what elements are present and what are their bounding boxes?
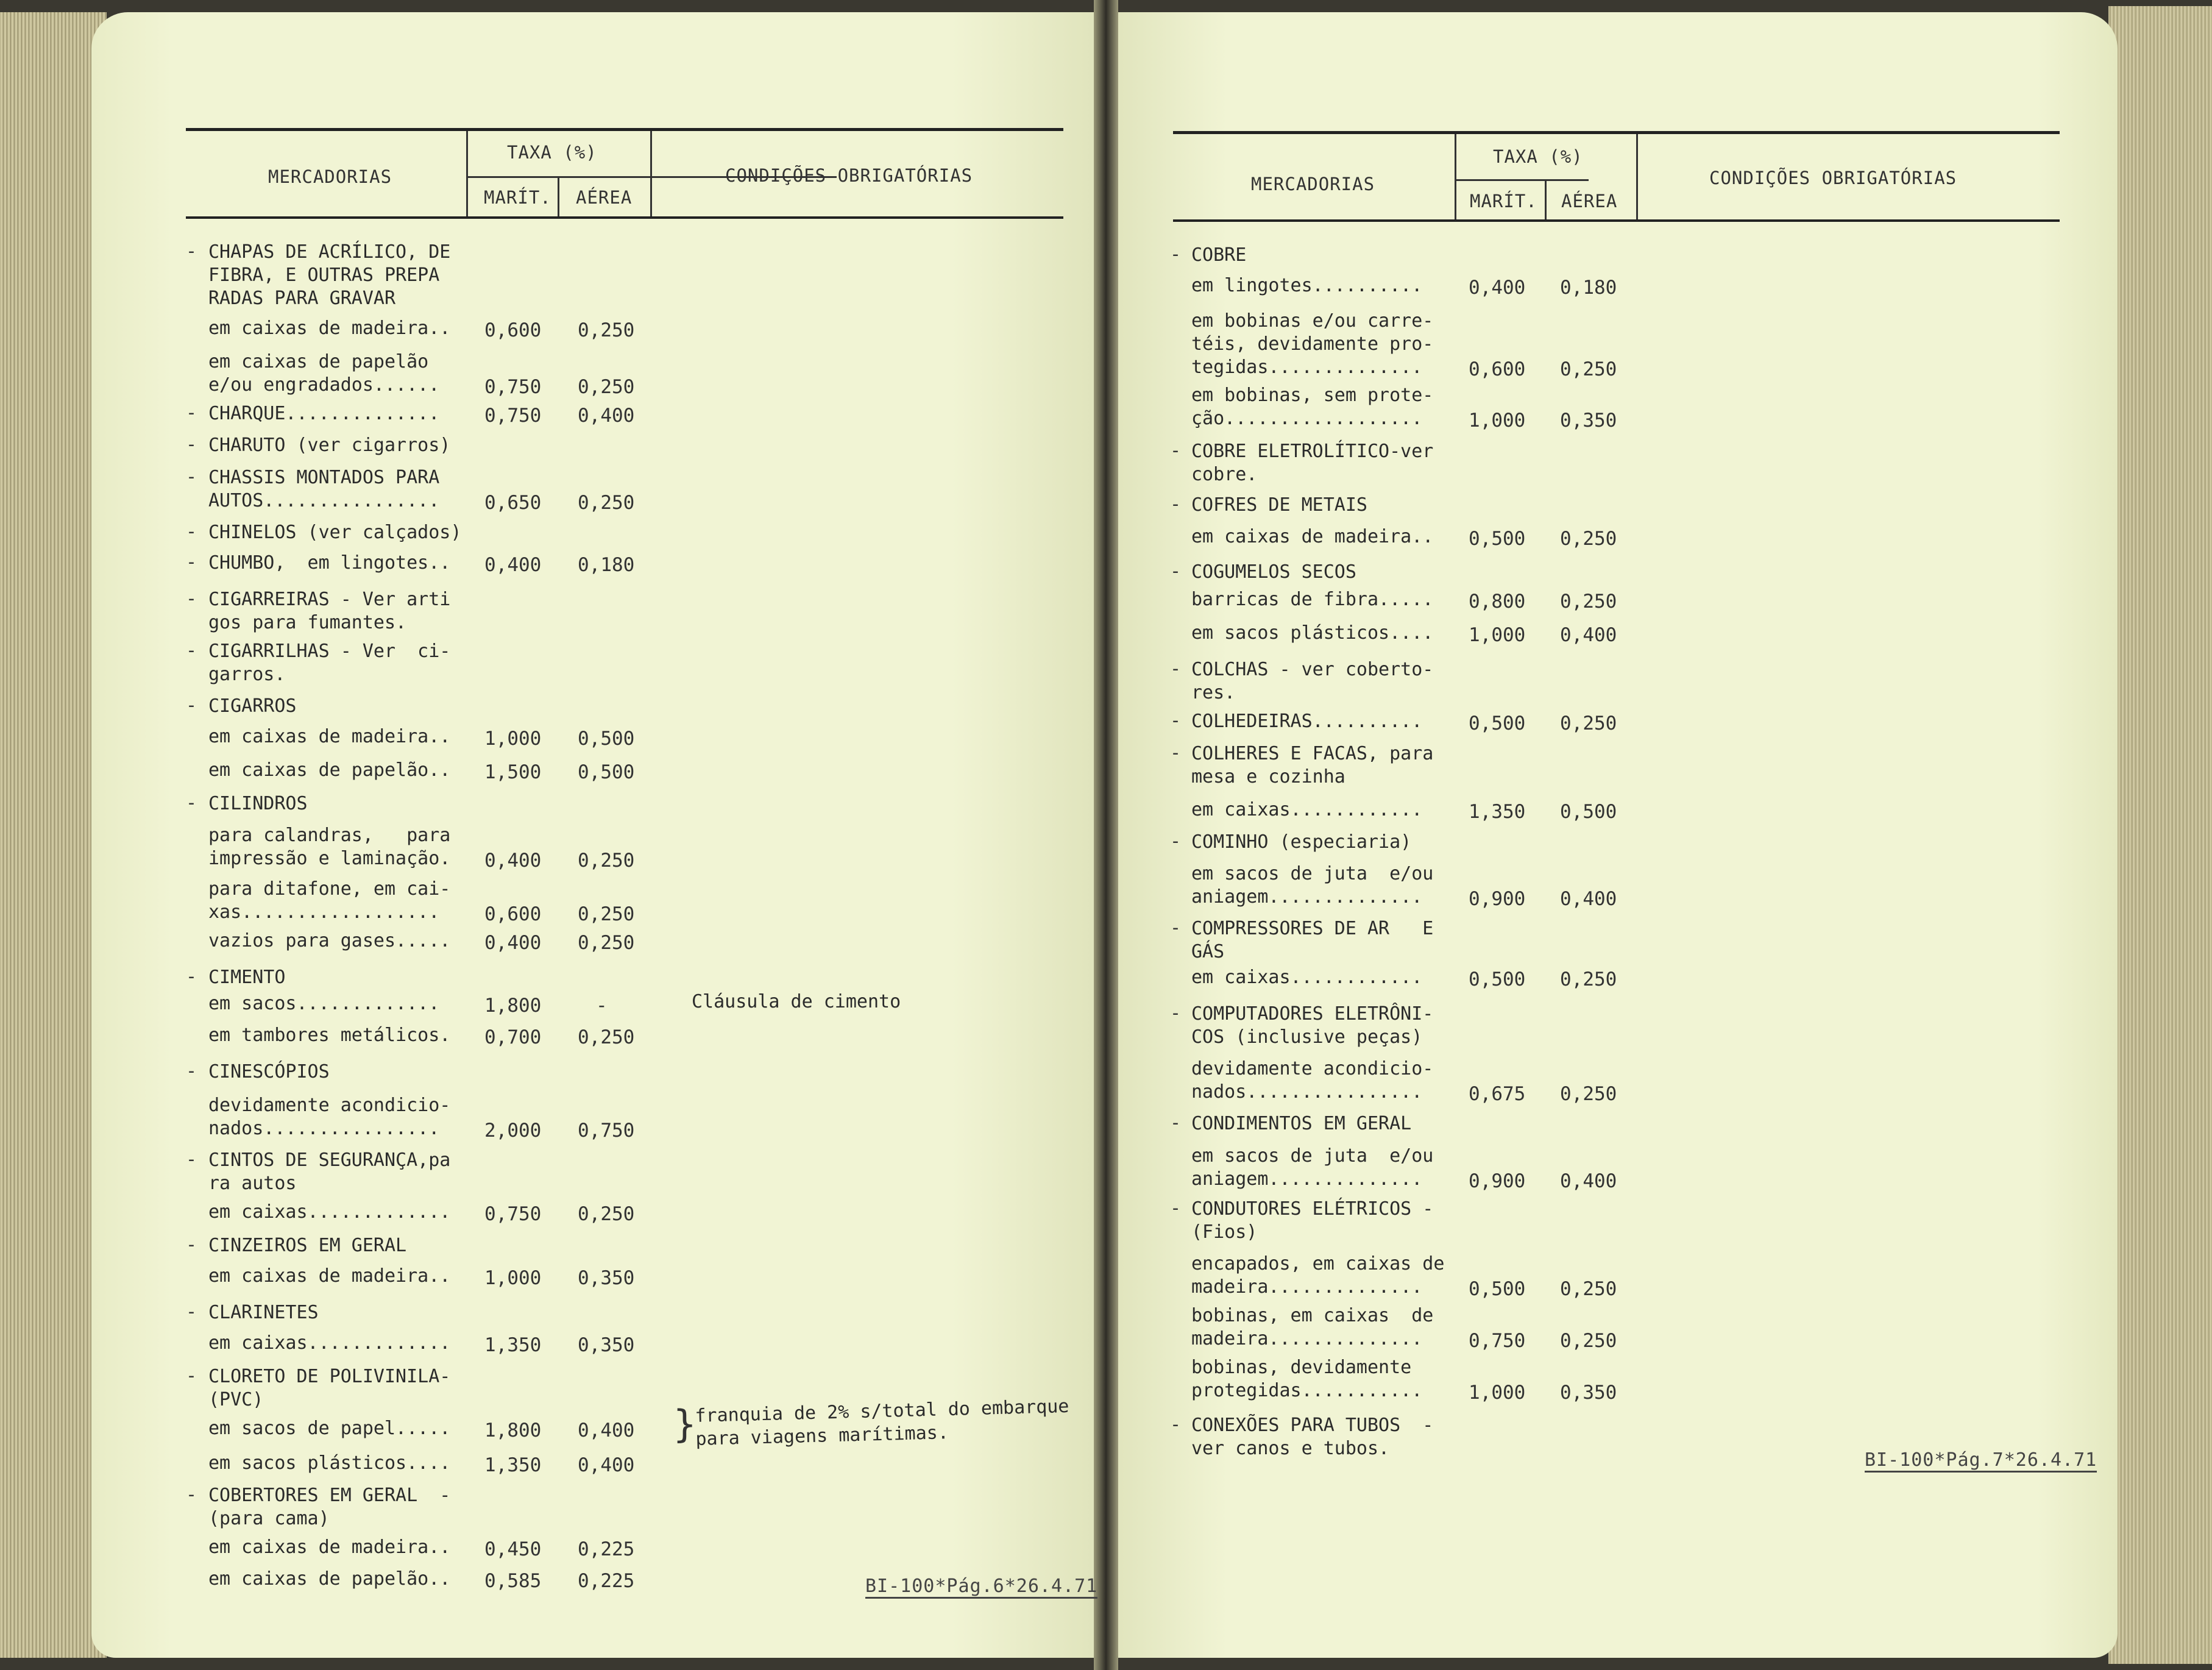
right-merchandise-15: em sacos de juta e/ou aniagem.............. — [1191, 863, 1434, 908]
right-rate-maritime-3: 1,000 — [1469, 410, 1526, 432]
left-rate-air-32: 0,225 — [578, 1538, 635, 1560]
left-rate-air-29: 0,400 — [578, 1420, 635, 1441]
right-merchandise-8: barricas de fibra..... — [1191, 589, 1434, 610]
left-rate-maritime-18: 1,800 — [484, 995, 542, 1017]
header-taxa: TAXA (%) — [507, 142, 597, 163]
right-merchandise-11: COLHEDEIRAS.......... — [1191, 711, 1423, 732]
left-rate-air-30: 0,400 — [578, 1454, 635, 1476]
left-merchandise-8: CIGARREIRAS - Ver arti gos para fumantes. — [208, 589, 451, 633]
list-bullet: - — [186, 1149, 197, 1170]
header-condicoes: CONDIÇÕES OBRIGATÓRIAS — [725, 165, 973, 186]
left-merchandise-30: em sacos plásticos.... — [208, 1452, 451, 1474]
clausula-cimento-note: Cláusula de cimento — [692, 991, 901, 1012]
left-rate-maritime-15: 0,600 — [484, 903, 542, 925]
left-rate-maritime-12: 1,500 — [484, 761, 542, 783]
right-merchandise-20: CONDIMENTOS EM GERAL — [1191, 1113, 1412, 1134]
list-bullet: - — [186, 695, 197, 716]
right-rate-air-19: 0,250 — [1560, 1083, 1617, 1105]
left-rate-air-18: - — [596, 995, 608, 1017]
left-rate-maritime-1: 0,600 — [484, 319, 542, 341]
right-rate-air-9: 0,400 — [1560, 624, 1617, 646]
list-bullet: - — [1170, 1414, 1182, 1435]
right-rate-maritime-15: 0,900 — [1469, 888, 1526, 910]
right-merchandise-0: COBRE — [1191, 244, 1247, 266]
list-bullet: - — [186, 552, 197, 573]
left-rate-maritime-3: 0,750 — [484, 405, 542, 427]
right-merchandise-2: em bobinas e/ou carre- téis, devidamente pro- tegidas.............. — [1191, 310, 1434, 378]
left-merchandise-9: CIGARRILHAS - Ver ci- garros. — [208, 641, 451, 685]
left-rate-air-25: 0,350 — [578, 1267, 635, 1289]
right-merchandise-3: em bobinas, sem prote- ção.................. — [1191, 385, 1434, 429]
left-rate-air-16: 0,250 — [578, 932, 635, 954]
right-rate-air-6: 0,250 — [1560, 528, 1617, 550]
left-merchandise-22: CINTOS DE SEGURANÇA,pa ra autos — [208, 1149, 451, 1194]
left-rate-air-7: 0,180 — [578, 554, 635, 576]
left-merchandise-1: em caixas de madeira.. — [208, 318, 451, 339]
right-rate-air-2: 0,250 — [1560, 358, 1617, 380]
list-bullet: - — [1170, 440, 1182, 461]
list-bullet: - — [186, 640, 197, 661]
left-merchandise-10: CIGARROS — [208, 695, 297, 717]
right-rate-air-11: 0,250 — [1560, 712, 1617, 734]
right-rate-air-1: 0,180 — [1560, 277, 1617, 299]
left-merchandise-13: CILINDROS — [208, 793, 308, 814]
page-edges-right — [2108, 6, 2212, 1664]
right-rate-maritime-9: 1,000 — [1469, 624, 1526, 646]
right-merchandise-1: em lingotes.......... — [1191, 275, 1423, 296]
right-rate-air-23: 0,250 — [1560, 1278, 1617, 1300]
left-rate-maritime-21: 2,000 — [484, 1120, 542, 1142]
right-rate-maritime-1: 0,400 — [1469, 277, 1526, 299]
left-rate-maritime-19: 0,700 — [484, 1026, 542, 1048]
left-rate-air-33: 0,225 — [578, 1570, 635, 1592]
left-merchandise-27: em caixas............. — [208, 1332, 451, 1354]
right-rate-maritime-25: 1,000 — [1469, 1382, 1526, 1404]
page-edges-left — [0, 12, 107, 1658]
left-merchandise-18: em sacos............. — [208, 993, 440, 1014]
list-bullet: - — [186, 966, 197, 987]
left-rate-air-12: 0,500 — [578, 761, 635, 783]
list-bullet: - — [186, 1484, 197, 1505]
left-rate-air-15: 0,250 — [578, 903, 635, 925]
left-rate-maritime-27: 1,350 — [484, 1334, 542, 1356]
left-merchandise-7: CHUMBO, em lingotes.. — [208, 552, 451, 574]
left-merchandise-26: CLARINETES — [208, 1302, 319, 1323]
right-rate-air-13: 0,500 — [1560, 801, 1617, 823]
list-bullet: - — [186, 792, 197, 814]
right-merchandise-21: em sacos de juta e/ou aniagem.............. — [1191, 1145, 1434, 1190]
left-rate-maritime-29: 1,800 — [484, 1420, 542, 1441]
left-merchandise-0: CHAPAS DE ACRÍLICO, DE FIBRA, E OUTRAS PREPA RADAS PARA GRAVAR — [208, 241, 451, 309]
right-rate-maritime-13: 1,350 — [1469, 801, 1526, 823]
left-rate-air-2: 0,250 — [578, 376, 635, 398]
left-rate-maritime-5: 0,650 — [484, 492, 542, 514]
right-merchandise-25: bobinas, devidamente protegidas........... — [1191, 1357, 1423, 1401]
right-rate-maritime-6: 0,500 — [1469, 528, 1526, 550]
right-rate-maritime-19: 0,675 — [1469, 1083, 1526, 1105]
left-merchandise-4: CHARUTO (ver cigarros) — [208, 435, 451, 456]
right-merchandise-19: devidamente acondicio- nados................ — [1191, 1058, 1434, 1103]
left-merchandise-19: em tambores metálicos. — [208, 1025, 451, 1046]
right-merchandise-23: encapados, em caixas de madeira.............. — [1191, 1253, 1445, 1298]
right-rate-maritime-11: 0,500 — [1469, 712, 1526, 734]
right-table-header — [1173, 131, 2060, 222]
left-table-header — [186, 128, 1063, 219]
left-rate-maritime-7: 0,400 — [484, 554, 542, 576]
left-merchandise-24: CINZEIROS EM GERAL — [208, 1235, 407, 1256]
brace-symbol: } — [673, 1402, 697, 1446]
left-rate-air-5: 0,250 — [578, 492, 635, 514]
left-merchandise-29: em sacos de papel..... — [208, 1418, 451, 1439]
book-gutter — [1094, 0, 1118, 1670]
left-merchandise-28: CLORETO DE POLIVINILA- (PVC) — [208, 1366, 451, 1410]
list-bullet: - — [186, 588, 197, 609]
right-rate-maritime-17: 0,500 — [1469, 968, 1526, 990]
right-rate-maritime-24: 0,750 — [1469, 1330, 1526, 1352]
left-rate-maritime-16: 0,400 — [484, 932, 542, 954]
left-rate-maritime-11: 1,000 — [484, 728, 542, 750]
list-bullet: - — [186, 521, 197, 542]
list-bullet: - — [186, 402, 197, 424]
right-rate-air-15: 0,400 — [1560, 888, 1617, 910]
right-merchandise-22: CONDUTORES ELÉTRICOS - (Fios) — [1191, 1198, 1434, 1243]
right-merchandise-6: em caixas de madeira.. — [1191, 526, 1434, 547]
list-bullet: - — [1170, 561, 1182, 582]
left-merchandise-33: em caixas de papelão.. — [208, 1568, 451, 1590]
left-merchandise-15: para ditafone, em cai- xas.................. — [208, 878, 451, 923]
right-rate-maritime-8: 0,800 — [1469, 591, 1526, 613]
header-mercadorias: MERCADORIAS — [1251, 174, 1375, 194]
right-rate-maritime-2: 0,600 — [1469, 358, 1526, 380]
right-merchandise-26: CONEXÕES PARA TUBOS - ver canos e tubos. — [1191, 1415, 1434, 1459]
left-merchandise-6: CHINELOS (ver calçados) — [208, 522, 462, 543]
list-bullet: - — [1170, 917, 1182, 939]
list-bullet: - — [186, 1365, 197, 1387]
left-merchandise-14: para calandras, para impressão e laminação. — [208, 825, 451, 869]
right-merchandise-9: em sacos plásticos.... — [1191, 622, 1434, 644]
left-merchandise-3: CHARQUE.............. — [208, 403, 440, 424]
left-merchandise-31: COBERTORES EM GERAL - (para cama) — [208, 1485, 451, 1529]
right-rate-air-8: 0,250 — [1560, 591, 1617, 613]
left-rate-maritime-14: 0,400 — [484, 850, 542, 872]
list-bullet: - — [1170, 1112, 1182, 1134]
left-rate-maritime-23: 0,750 — [484, 1203, 542, 1225]
left-merchandise-12: em caixas de papelão.. — [208, 759, 451, 781]
left-merchandise-16: vazios para gases..... — [208, 930, 451, 951]
left-rate-maritime-2: 0,750 — [484, 376, 542, 398]
left-merchandise-23: em caixas............. — [208, 1201, 451, 1223]
left-merchandise-20: CINESCÓPIOS — [208, 1061, 330, 1082]
right-merchandise-7: COGUMELOS SECOS — [1191, 561, 1356, 583]
header-marit: MARÍT. — [484, 187, 551, 208]
list-bullet: - — [1170, 710, 1182, 731]
right-page-reference: BI-100*Pág.7*26.4.71 — [1865, 1449, 2097, 1473]
franquia-note: franquia de 2% s/total do embarque para viagens marítimas. — [695, 1395, 1069, 1450]
right-merchandise-13: em caixas............ — [1191, 799, 1423, 820]
right-rate-air-17: 0,250 — [1560, 968, 1617, 990]
list-bullet: - — [186, 1234, 197, 1256]
list-bullet: - — [1170, 494, 1182, 515]
left-rate-air-23: 0,250 — [578, 1203, 635, 1225]
list-bullet: - — [1170, 1003, 1182, 1024]
header-mercadorias: MERCADORIAS — [268, 166, 392, 187]
right-rate-air-21: 0,400 — [1560, 1170, 1617, 1192]
right-merchandise-10: COLCHAS - ver coberto- res. — [1191, 659, 1434, 703]
right-merchandise-14: COMINHO (especiaria) — [1191, 831, 1412, 853]
left-rate-maritime-32: 0,450 — [484, 1538, 542, 1560]
left-rate-air-1: 0,250 — [578, 319, 635, 341]
left-merchandise-2: em caixas de papelão e/ou engradados...... — [208, 351, 440, 396]
list-bullet: - — [186, 241, 197, 262]
list-bullet: - — [1170, 1198, 1182, 1219]
header-aerea: AÉREA — [576, 187, 633, 208]
left-merchandise-11: em caixas de madeira.. — [208, 726, 451, 747]
right-merchandise-4: COBRE ELETROLÍTICO-ver cobre. — [1191, 441, 1434, 485]
left-rate-air-19: 0,250 — [578, 1026, 635, 1048]
right-merchandise-18: COMPUTADORES ELETRÔNI- COS (inclusive peças) — [1191, 1003, 1434, 1048]
right-merchandise-12: COLHERES E FACAS, para mesa e cozinha — [1191, 743, 1434, 787]
right-rate-air-24: 0,250 — [1560, 1330, 1617, 1352]
list-bullet: - — [186, 466, 197, 488]
left-rate-maritime-25: 1,000 — [484, 1267, 542, 1289]
left-rate-air-11: 0,500 — [578, 728, 635, 750]
right-merchandise-16: COMPRESSORES DE AR E GÁS — [1191, 918, 1434, 962]
right-merchandise-17: em caixas............ — [1191, 967, 1423, 988]
list-bullet: - — [1170, 742, 1182, 764]
right-merchandise-24: bobinas, em caixas de madeira.............. — [1191, 1305, 1434, 1349]
right-merchandise-5: COFRES DE METAIS — [1191, 494, 1367, 516]
list-bullet: - — [186, 1301, 197, 1323]
left-page-reference: BI-100*Pág.6*26.4.71 — [865, 1576, 1097, 1599]
left-rate-maritime-30: 1,350 — [484, 1454, 542, 1476]
list-bullet: - — [1170, 831, 1182, 852]
right-rate-air-25: 0,350 — [1560, 1382, 1617, 1404]
left-merchandise-5: CHASSIS MONTADOS PARA AUTOS................ — [208, 467, 440, 511]
header-taxa: TAXA (%) — [1493, 146, 1583, 167]
right-rate-air-3: 0,350 — [1560, 410, 1617, 432]
left-rate-maritime-33: 0,585 — [484, 1570, 542, 1592]
left-merchandise-25: em caixas de madeira.. — [208, 1265, 451, 1287]
header-marit: MARÍT. — [1470, 191, 1537, 211]
left-merchandise-32: em caixas de madeira.. — [208, 1537, 451, 1558]
right-rate-maritime-21: 0,900 — [1469, 1170, 1526, 1192]
left-rate-air-14: 0,250 — [578, 850, 635, 872]
header-condicoes: CONDIÇÕES OBRIGATÓRIAS — [1709, 168, 1957, 188]
left-rate-air-27: 0,350 — [578, 1334, 635, 1356]
list-bullet: - — [186, 434, 197, 455]
left-merchandise-17: CIMENTO — [208, 967, 286, 988]
list-bullet: - — [1170, 244, 1182, 265]
list-bullet: - — [186, 1061, 197, 1082]
right-rate-maritime-23: 0,500 — [1469, 1278, 1526, 1300]
left-rate-air-21: 0,750 — [578, 1120, 635, 1142]
left-merchandise-21: devidamente acondicio- nados................ — [208, 1095, 451, 1139]
list-bullet: - — [1170, 658, 1182, 680]
header-aerea: AÉREA — [1561, 191, 1618, 211]
left-rate-air-3: 0,400 — [578, 405, 635, 427]
